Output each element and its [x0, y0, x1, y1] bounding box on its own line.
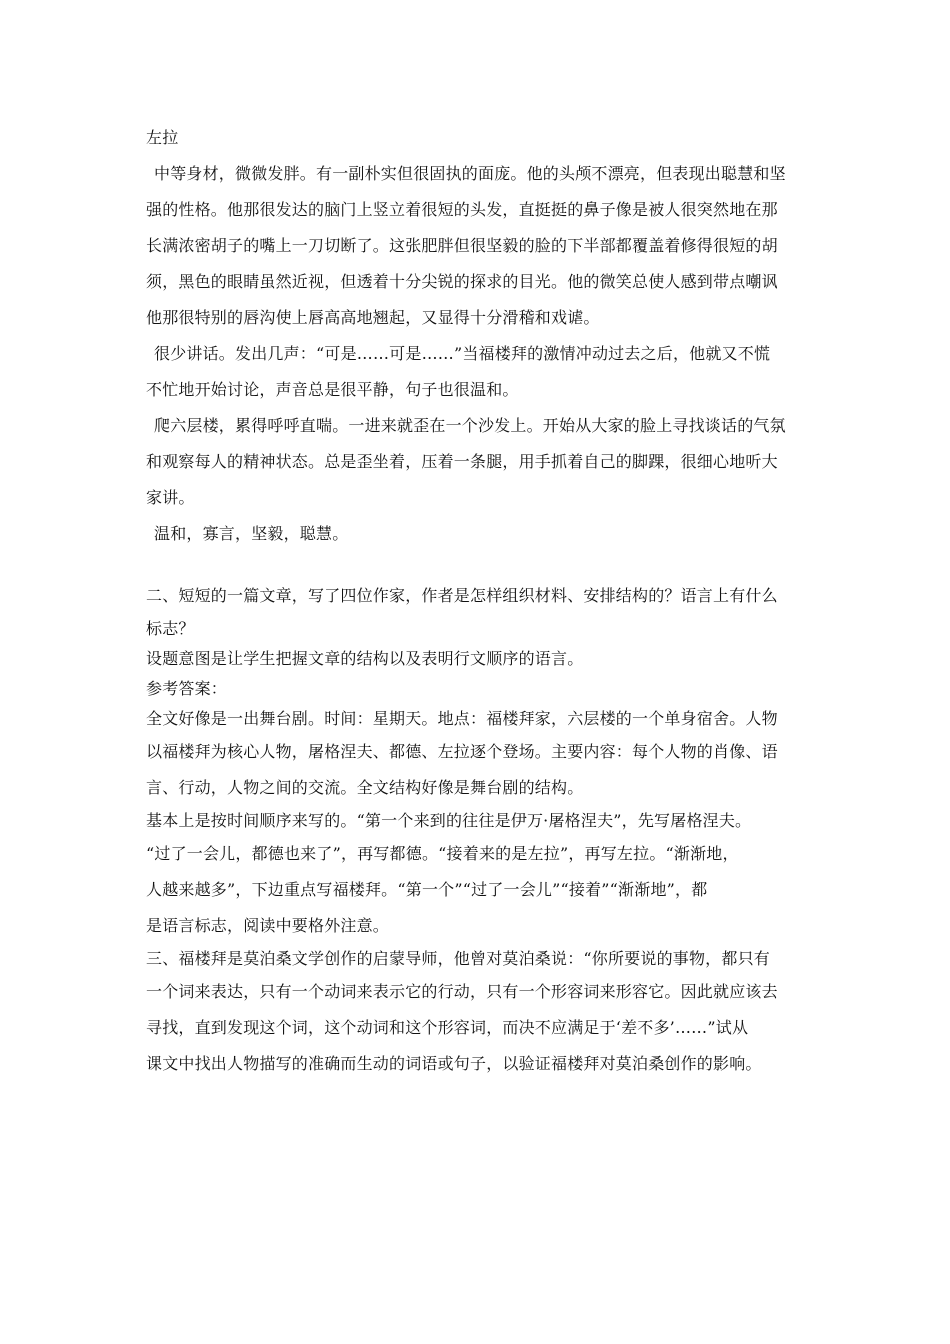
paragraph-appearance-line: 中等身材，微微发胖。有一副朴实但很固执的面庞。他的头颅不漂亮，但表现出聪慧和坚 — [154, 164, 786, 183]
paragraph-appearance-line: 强的性格。他那很发达的脑门上竖立着很短的头发，直挺挺的鼻子像是被人很突然地在那 — [146, 200, 778, 219]
answer-line: 人越来越多”，下边重点写福楼拜。“第一个”“过了一会儿”“接着”“渐渐地”，都 — [146, 880, 708, 899]
question-two-line: 标志？ — [146, 619, 195, 638]
answer-line: 言、行动，人物之间的交流。全文结构好像是舞台剧的结构。 — [146, 778, 584, 797]
question-three-line: 课文中找出人物描写的准确而生动的词语或句子，以验证福楼拜对莫泊桑创作的影响。 — [146, 1054, 762, 1073]
document-page — [146, 120, 806, 1082]
character-name-zola: 左拉 — [146, 128, 179, 147]
paragraph-speech-line: 不忙地开始讨论，声音总是很平静，句子也很温和。 — [146, 380, 519, 399]
section-spacer — [146, 552, 806, 578]
answer-line: 基本上是按时间顺序来写的。“第一个来到的往往是伊万·屠格涅夫”，先写屠格涅夫。 — [146, 811, 752, 830]
answer-line: 以福楼拜为核心人物，屠格涅夫、都德、左拉逐个登场。主要内容：每个人物的肖像、语 — [146, 742, 778, 761]
answer-line: 是语言标志，阅读中要格外注意。 — [146, 916, 390, 935]
paragraph-speech-line: 很少讲话。发出几声：“可是……可是……”当福楼拜的激情冲动过去之后，他就又不慌 — [154, 344, 771, 363]
answer-line: “过了一会儿，都德也来了”，再写都德。“接着来的是左拉”，再写左拉。“渐渐地， — [146, 844, 739, 863]
paragraph-action-line: 爬六层楼，累得呼呼直喘。一进来就歪在一个沙发上。开始从大家的脸上寻找谈话的气氛 — [154, 416, 786, 435]
question-two-line: 二、短短的一篇文章，写了四位作家，作者是怎样组织材料、安排结构的？语言上有什么 — [146, 586, 778, 605]
answer-line: 全文好像是一出舞台剧。时间：星期天。地点：福楼拜家，六层楼的一个单身宿舍。人物 — [146, 709, 778, 728]
paragraph-traits-line: 温和，寡言，坚毅，聪慧。 — [154, 524, 349, 543]
question-three-line: 一个词来表达，只有一个动词来表示它的行动，只有一个形容词来形容它。因此就应该去 — [146, 982, 778, 1001]
paragraph-appearance-line: 长满浓密胡子的嘴上一刀切断了。这张肥胖但很坚毅的脸的下半部都覆盖着修得很短的胡 — [146, 236, 778, 255]
paragraph-appearance-line: 须，黑色的眼睛虽然近视，但透着十分尖锐的探求的目光。他的微笑总使人感到带点嘲讽 — [146, 272, 778, 291]
question-three-line: 三、福楼拜是莫泊桑文学创作的启蒙导师，他曾对莫泊桑说：“你所要说的事物，都只有 — [146, 949, 770, 968]
paragraph-appearance-line: 他那很特别的唇沟使上唇高高地翘起，又显得十分滑稽和戏谑。 — [146, 308, 600, 327]
paragraph-action-line: 家讲。 — [146, 488, 195, 507]
question-three-line: 寻找，直到发现这个词，这个动词和这个形容词，而决不应满足于‘差不多’……”试从 — [146, 1018, 749, 1037]
paragraph-action-line: 和观察每人的精神状态。总是歪坐着，压着一条腿，用手抓着自己的脚踝，很细心地听大 — [146, 452, 778, 471]
design-intent-line: 设题意图是让学生把握文章的结构以及表明行文顺序的语言。 — [146, 649, 584, 668]
reference-answer-label: 参考答案： — [146, 679, 228, 698]
